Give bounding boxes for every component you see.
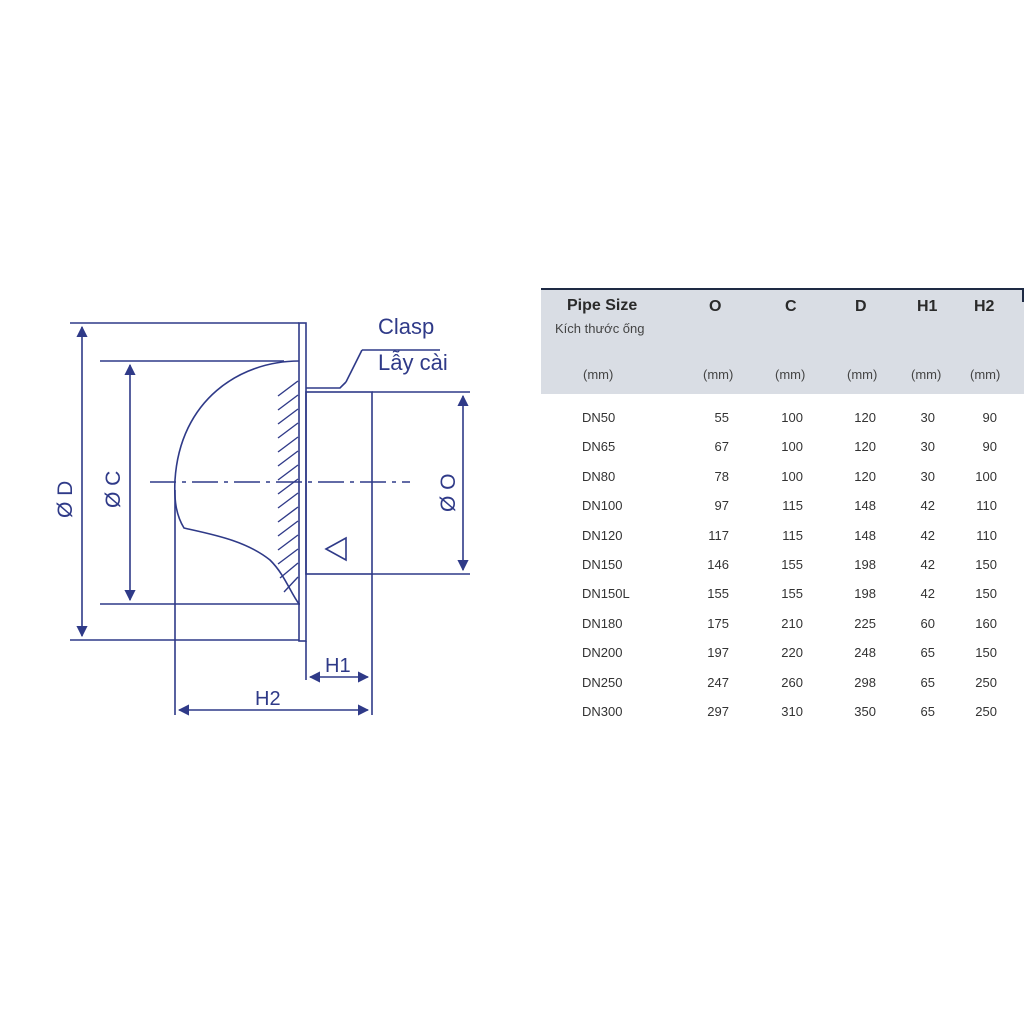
cell-h2: 110 <box>976 527 997 543</box>
header-unit-c: (mm) <box>775 367 806 382</box>
table-row <box>541 629 1024 661</box>
cell-o: 97 <box>714 498 729 514</box>
table-row <box>541 600 1024 629</box>
cell-h1: 65 <box>920 645 935 661</box>
cell-c: 260 <box>781 674 803 690</box>
header-unit-h1: (mm) <box>911 367 942 382</box>
cell-h1: 30 <box>920 439 935 455</box>
table-header <box>541 288 1024 394</box>
cell-c: 100 <box>781 468 803 484</box>
table-row <box>541 512 1024 541</box>
cell-o: 78 <box>714 468 729 484</box>
clasp <box>306 382 346 388</box>
cell-h2: 90 <box>982 410 997 425</box>
cell-d: 148 <box>854 527 876 543</box>
header-col-c: C <box>785 298 797 315</box>
dimension-table <box>541 288 1024 728</box>
table-row <box>541 659 1024 688</box>
cell-h2: 160 <box>975 615 997 631</box>
cell-h1: 30 <box>920 410 935 425</box>
cell-h1: 42 <box>920 557 935 572</box>
cell-o: 197 <box>707 645 729 661</box>
dimension-o-label: Ø O <box>437 473 460 512</box>
cell-d: 120 <box>854 439 876 455</box>
duct-spigot <box>306 392 372 574</box>
cell-c: 115 <box>782 498 803 514</box>
table-row <box>541 453 1024 482</box>
header-unit-o: (mm) <box>703 367 734 382</box>
clasp-label-vi: Lẫy cài <box>378 350 448 375</box>
header-pipe-size: Pipe Size <box>567 297 638 314</box>
cell-d: 248 <box>854 645 876 661</box>
cell-d: 148 <box>854 498 876 514</box>
cell-h2: 250 <box>975 704 997 719</box>
dimension-h2-label: H2 <box>255 688 281 710</box>
cell-c: 100 <box>781 410 803 425</box>
header-unit-h2: (mm) <box>970 367 1001 382</box>
cell-pipe-size: DN50 <box>582 410 616 425</box>
cell-o: 117 <box>708 527 729 543</box>
dimension-h1-label: H1 <box>325 655 351 677</box>
table-row <box>541 570 1024 602</box>
cell-d: 198 <box>854 557 876 572</box>
cell-o: 175 <box>707 615 729 631</box>
cell-c: 115 <box>782 527 803 543</box>
cell-h1: 60 <box>920 615 935 631</box>
cell-o: 297 <box>707 704 729 719</box>
cell-pipe-size: DN150 <box>582 557 623 572</box>
header-pipe-size-vi: Kích thước ống <box>555 321 645 336</box>
cell-d: 298 <box>854 674 876 690</box>
cell-c: 155 <box>781 586 803 602</box>
cell-pipe-size: DN100 <box>582 498 623 514</box>
louvre-hatch <box>278 381 298 592</box>
cell-pipe-size: DN300 <box>582 704 623 719</box>
cell-pipe-size: DN200 <box>582 645 623 661</box>
header-unit-d: (mm) <box>847 367 878 382</box>
cell-c: 100 <box>781 439 803 455</box>
cell-o: 247 <box>707 674 729 690</box>
cell-h1: 42 <box>920 498 935 514</box>
cell-h2: 100 <box>975 468 997 484</box>
dimension-c-label: Ø C <box>102 470 125 508</box>
cell-d: 120 <box>854 468 876 484</box>
table-row <box>541 394 1024 423</box>
cell-pipe-size: DN120 <box>582 527 623 543</box>
cell-d: 225 <box>854 615 876 631</box>
table-row <box>541 423 1024 455</box>
cell-h2: 90 <box>982 439 997 455</box>
cell-o: 155 <box>707 586 729 602</box>
cell-d: 120 <box>854 410 876 425</box>
cell-d: 198 <box>854 586 876 602</box>
cell-c: 310 <box>781 704 803 719</box>
triangle-marker-icon <box>326 538 346 560</box>
cell-c: 210 <box>781 615 803 631</box>
cell-pipe-size: DN180 <box>582 615 623 631</box>
table-row <box>541 482 1024 514</box>
cell-h1: 42 <box>920 527 935 543</box>
table-row <box>541 688 1024 717</box>
cell-h1: 42 <box>920 586 935 602</box>
cell-o: 146 <box>707 557 729 572</box>
cell-pipe-size: DN65 <box>582 439 616 455</box>
header-col-h2: H2 <box>974 298 995 315</box>
cell-c: 155 <box>781 557 803 572</box>
header-col-d: D <box>855 298 867 315</box>
dimension-d-label: Ø D <box>54 480 77 518</box>
header-unit-size: (mm) <box>583 367 614 382</box>
cell-h1: 30 <box>920 468 935 484</box>
cell-h2: 150 <box>975 645 997 661</box>
cell-pipe-size: DN150L <box>582 586 630 602</box>
cell-pipe-size: DN250 <box>582 674 623 690</box>
header-col-h1: H1 <box>917 298 938 315</box>
clasp-label-en: Clasp <box>378 314 435 339</box>
cell-h2: 250 <box>975 674 997 690</box>
cell-h1: 65 <box>920 704 935 719</box>
cell-pipe-size: DN80 <box>582 468 616 484</box>
cell-d: 350 <box>854 704 876 719</box>
cell-h1: 65 <box>920 674 935 690</box>
header-col-o: O <box>709 298 722 315</box>
cell-o: 55 <box>714 410 729 425</box>
cell-h2: 150 <box>975 586 997 602</box>
cell-o: 67 <box>714 439 729 455</box>
cell-h2: 110 <box>976 498 997 514</box>
cell-c: 220 <box>781 645 803 661</box>
cell-h2: 150 <box>975 557 997 572</box>
table-row <box>541 541 1024 570</box>
